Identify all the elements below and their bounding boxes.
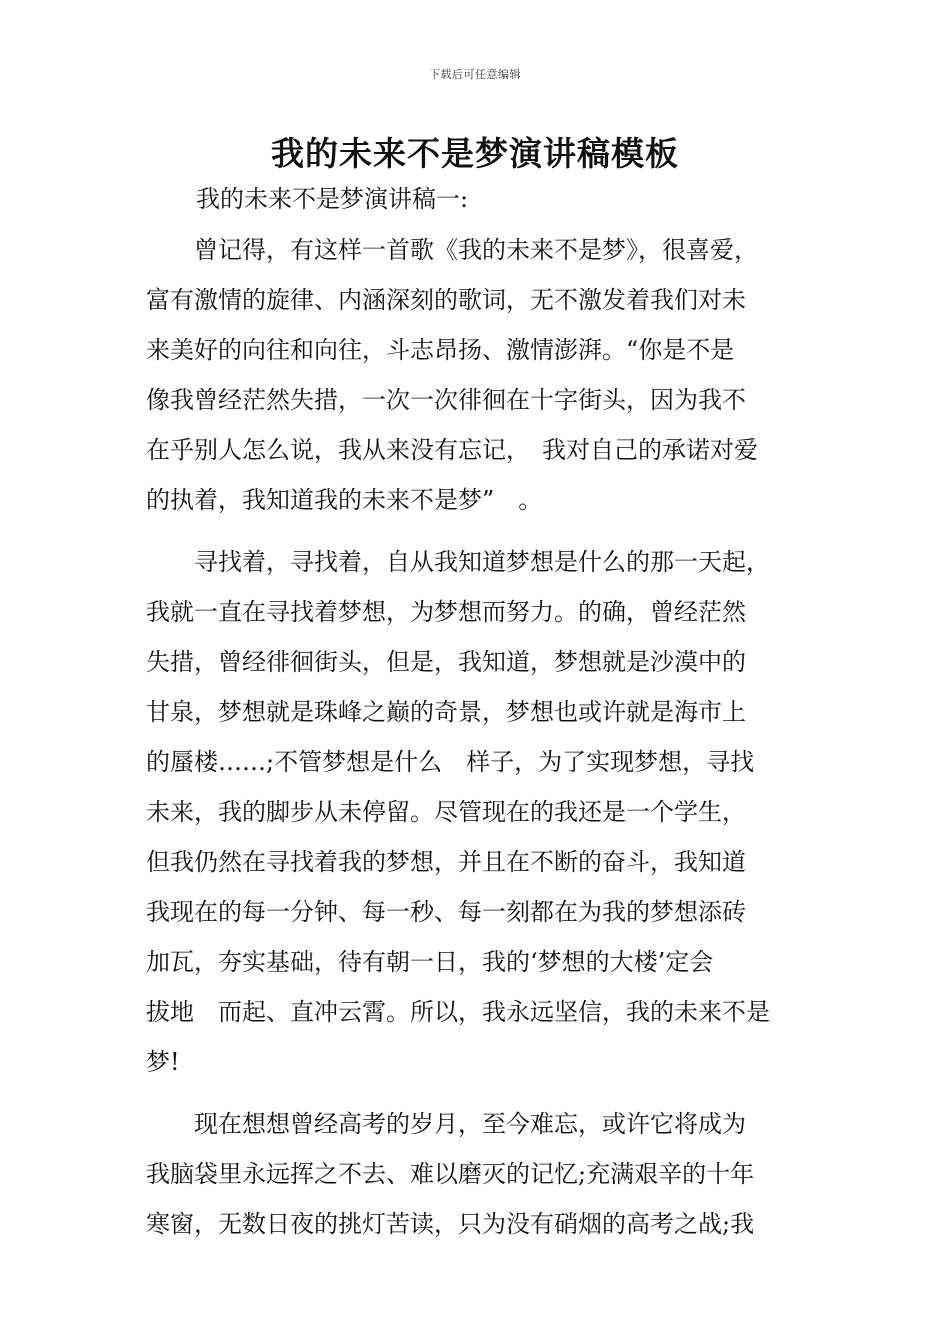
text-line: 未来，我的脚步从未停留。尽管现在的我还是一个学生， [146, 798, 746, 826]
text-line: 现在想想曾经高考的岁月，至今难忘，或许它将成为 [146, 1110, 746, 1138]
text-line: 像我曾经茫然失措，一次一次徘徊在十字街头，因为我不 [146, 386, 746, 414]
text-line: 的执着，我知道我的未来不是梦” 。 [146, 486, 543, 514]
text-line: 我现在的每一分钟、每一秒、每一刻都在为我的梦想添砖 [146, 898, 746, 926]
text-line: 寻找着，寻找着，自从我知道梦想是什么的那一天起， [146, 548, 770, 576]
paragraph-2 [146, 542, 816, 1092]
text-line: 富有激情的旋律、内涵深刻的歌词，无不激发着我们对未 [146, 286, 746, 314]
header-note: 下载后可任意编辑 [429, 68, 521, 81]
paragraph-gap [146, 534, 816, 542]
text-line: 拔地 而起、直冲云霄。所以，我永远坚信，我的未来不是 [146, 998, 770, 1026]
text-line: 来美好的向往和向往，斗志昂扬、激情澎湃。“你是不是 [146, 336, 735, 364]
text-line: 加瓦，夯实基础，待有朝一日，我的‘梦想的大楼’定会 [146, 948, 714, 976]
paragraph-1 [146, 230, 816, 530]
text-line: 曾记得，有这样一首歌《我的未来不是梦》，很喜爱， [146, 236, 758, 264]
text-line: 寒窗，无数日夜的挑灯苦读，只为没有硝烟的高考之战;我 [146, 1210, 755, 1238]
text-line: 失措，曾经徘徊街头，但是，我知道，梦想就是沙漠中的 [146, 648, 746, 676]
text-line: 梦! [146, 1048, 180, 1076]
text-line: 我就一直在寻找着梦想，为梦想而努力。的确，曾经茫然 [146, 598, 746, 626]
paragraph-gap [146, 1096, 816, 1104]
section-subtitle: 我的未来不是梦演讲稿一: [196, 185, 469, 213]
text-line: 但我仍然在寻找着我的梦想，并且在不断的奋斗，我知道 [146, 848, 746, 876]
text-line: 的蜃楼……;不管梦想是什么 样子，为了实现梦想，寻找 [146, 748, 755, 776]
document-title: 我的未来不是梦演讲稿模板 [271, 134, 679, 173]
text-line: 甘泉，梦想就是珠峰之巅的奇景，梦想也或许就是海市上 [146, 698, 746, 726]
text-line: 在乎别人怎么说，我从来没有忘记， 我对自己的承诺对爱 [146, 436, 758, 464]
text-line: 我脑袋里永远挥之不去、难以磨灭的记忆;充满艰辛的十年 [146, 1160, 755, 1188]
document-body [146, 230, 816, 1258]
paragraph-3 [146, 1104, 816, 1254]
